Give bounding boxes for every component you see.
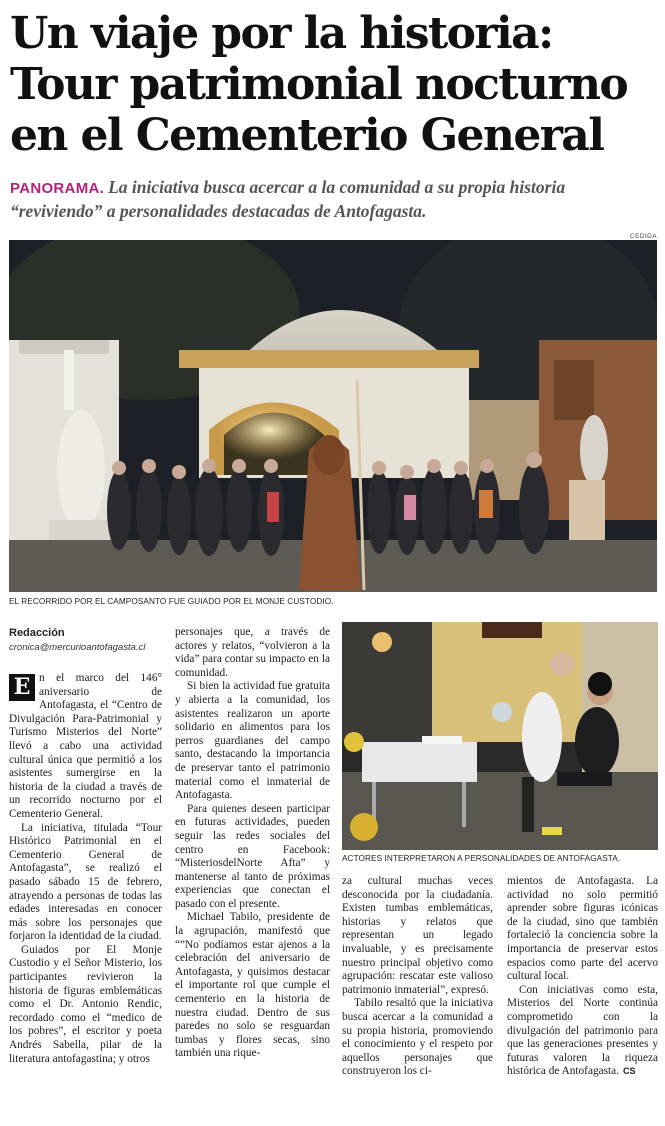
- article-paragraph: Para quienes deseen participar en futuras actividades, pueden seguir las redes sociales del centro en Facebook: “MisteriosdelNorte Afta” y mantenerse al tanto de próximas experiencias que conectan el pasado con el presente.: [175, 802, 330, 910]
- main-photo-illustration: [9, 240, 657, 592]
- byline-author: Redacción: [9, 627, 65, 639]
- main-photo-caption: EL RECORRIDO POR EL CAMPOSANTO FUE GUIADO POR EL MONJE CUSTODIO.: [9, 597, 334, 606]
- byline-email: cronica@mercurioantofagasta.cl: [9, 642, 146, 653]
- headline: Un viaje por la historia: Tour patrimonial nocturno en el Cementerio General: [10, 8, 628, 161]
- article-paragraph: Guiados por El Monje Custodio y el Señor Misterio, los participantes revivieron la historia de figuras emblemáticas como el Dr. Antonio Rendic, recordado como el “medico de los pobres”, el escritor y poeta Andrés Sabella, pilar de la literatura antofagastina; y otros: [9, 943, 162, 1065]
- article-paragraph: mientos de Antofagasta. La actividad no solo permitió aprender sobre figuras icónicas de la ciudad, sino que también fortaleció la conciencia sobre la importancia de preservar estos espacios como parte del acervo cultural local.: [507, 875, 658, 983]
- photo-credit: CEDIDA: [630, 233, 657, 240]
- article-paragraph: Michael Tabilo, presidente de la agrupación, manifestó que “”No podíamos estar ajenos a la celebración del aniversario de Antofagasta, y quisimos destacar el importante rol que cumple el cementerio en la historia de nuestra ciudad. Dentro de sus paredes no solo se resguardan tumbas y flores secas, sino también una rique-: [175, 911, 330, 1060]
- article-paragraph: Si bien la actividad fue gratuita y abierta a la comunidad, los asistentes realizaron un aporte solidario en alimentos para los perros guardianes del campo santo, destacando la importancia de preservar tanto el patrimonio material como el inmaterial de Antofagasta.: [175, 680, 330, 802]
- paragraph-text: n el marco del 146° aniversario de Antofagasta, el “Centro de Divulgación Para-Patrimonial y Turismo Misterios del Norte” llevó a cabo una actividad cultural única que permitió a los asistentes sumergirse en la historia de la ciudad a través de un recorrido nocturno por el Cementerio General.: [9, 672, 162, 820]
- paragraph-text: Con iniciativas como esta, Misterios del Norte continúa comprometido con la divulgación del patrimonio para que las generaciones presentes y futuras valoren la riqueza histórica de Antofagasta.: [507, 983, 658, 1078]
- article-paragraph: personajes que, a través de actores y relatos, “volvieron a la vida” para contar su impacto en la comunidad.: [175, 626, 330, 679]
- side-photo: [342, 622, 658, 850]
- deck-text: La iniciativa busca acercar a la comunidad a su propia historia “reviviendo” a personalidades destacadas de Antofagasta.: [10, 177, 566, 221]
- article-paragraph: [9, 672, 162, 822]
- article-column-3: [342, 875, 493, 1079]
- byline: [9, 627, 169, 653]
- drop-cap: E: [9, 674, 35, 701]
- end-mark: CS: [623, 1066, 636, 1077]
- deck-kicker: PANORAMA.: [10, 180, 105, 197]
- side-photo-caption: ACTORES INTERPRETARON A PERSONALIDADES DE ANTOFAGASTA.: [342, 854, 621, 863]
- article-column-2: [175, 626, 330, 1061]
- article-column-1: [9, 672, 162, 1066]
- deck: [10, 176, 655, 222]
- side-photo-illustration: [342, 622, 658, 850]
- main-photo: [9, 240, 657, 592]
- article-paragraph: Tabilo resaltó que la iniciativa busca acercar a la comunidad a su propia historia, promoviendo el conocimiento y el respeto por aquellos personajes que construyeron los ci-: [342, 997, 493, 1078]
- article-paragraph: La iniciativa, titulada “Tour Histórico Patrimonial en el Cementerio General de Antofagasta”, se realizó el pasado sábado 15 de febrero, atrayendo a personas de todas las edades interesadas en conocer más sobre los personajes que forjaron la identidad de la ciudad.: [9, 821, 162, 943]
- article-paragraph: za cultural muchas veces desconocida por la ciudadanía. Existen tumbas emblemáticas, historias y relatos que representan un legado invaluable, y es precisamente nuestro principal objetivo como agrupación: rescatar este valioso patrimonio inmaterial”, expresó.: [342, 875, 493, 996]
- article-paragraph: [507, 984, 658, 1079]
- article-column-4: [507, 875, 658, 1079]
